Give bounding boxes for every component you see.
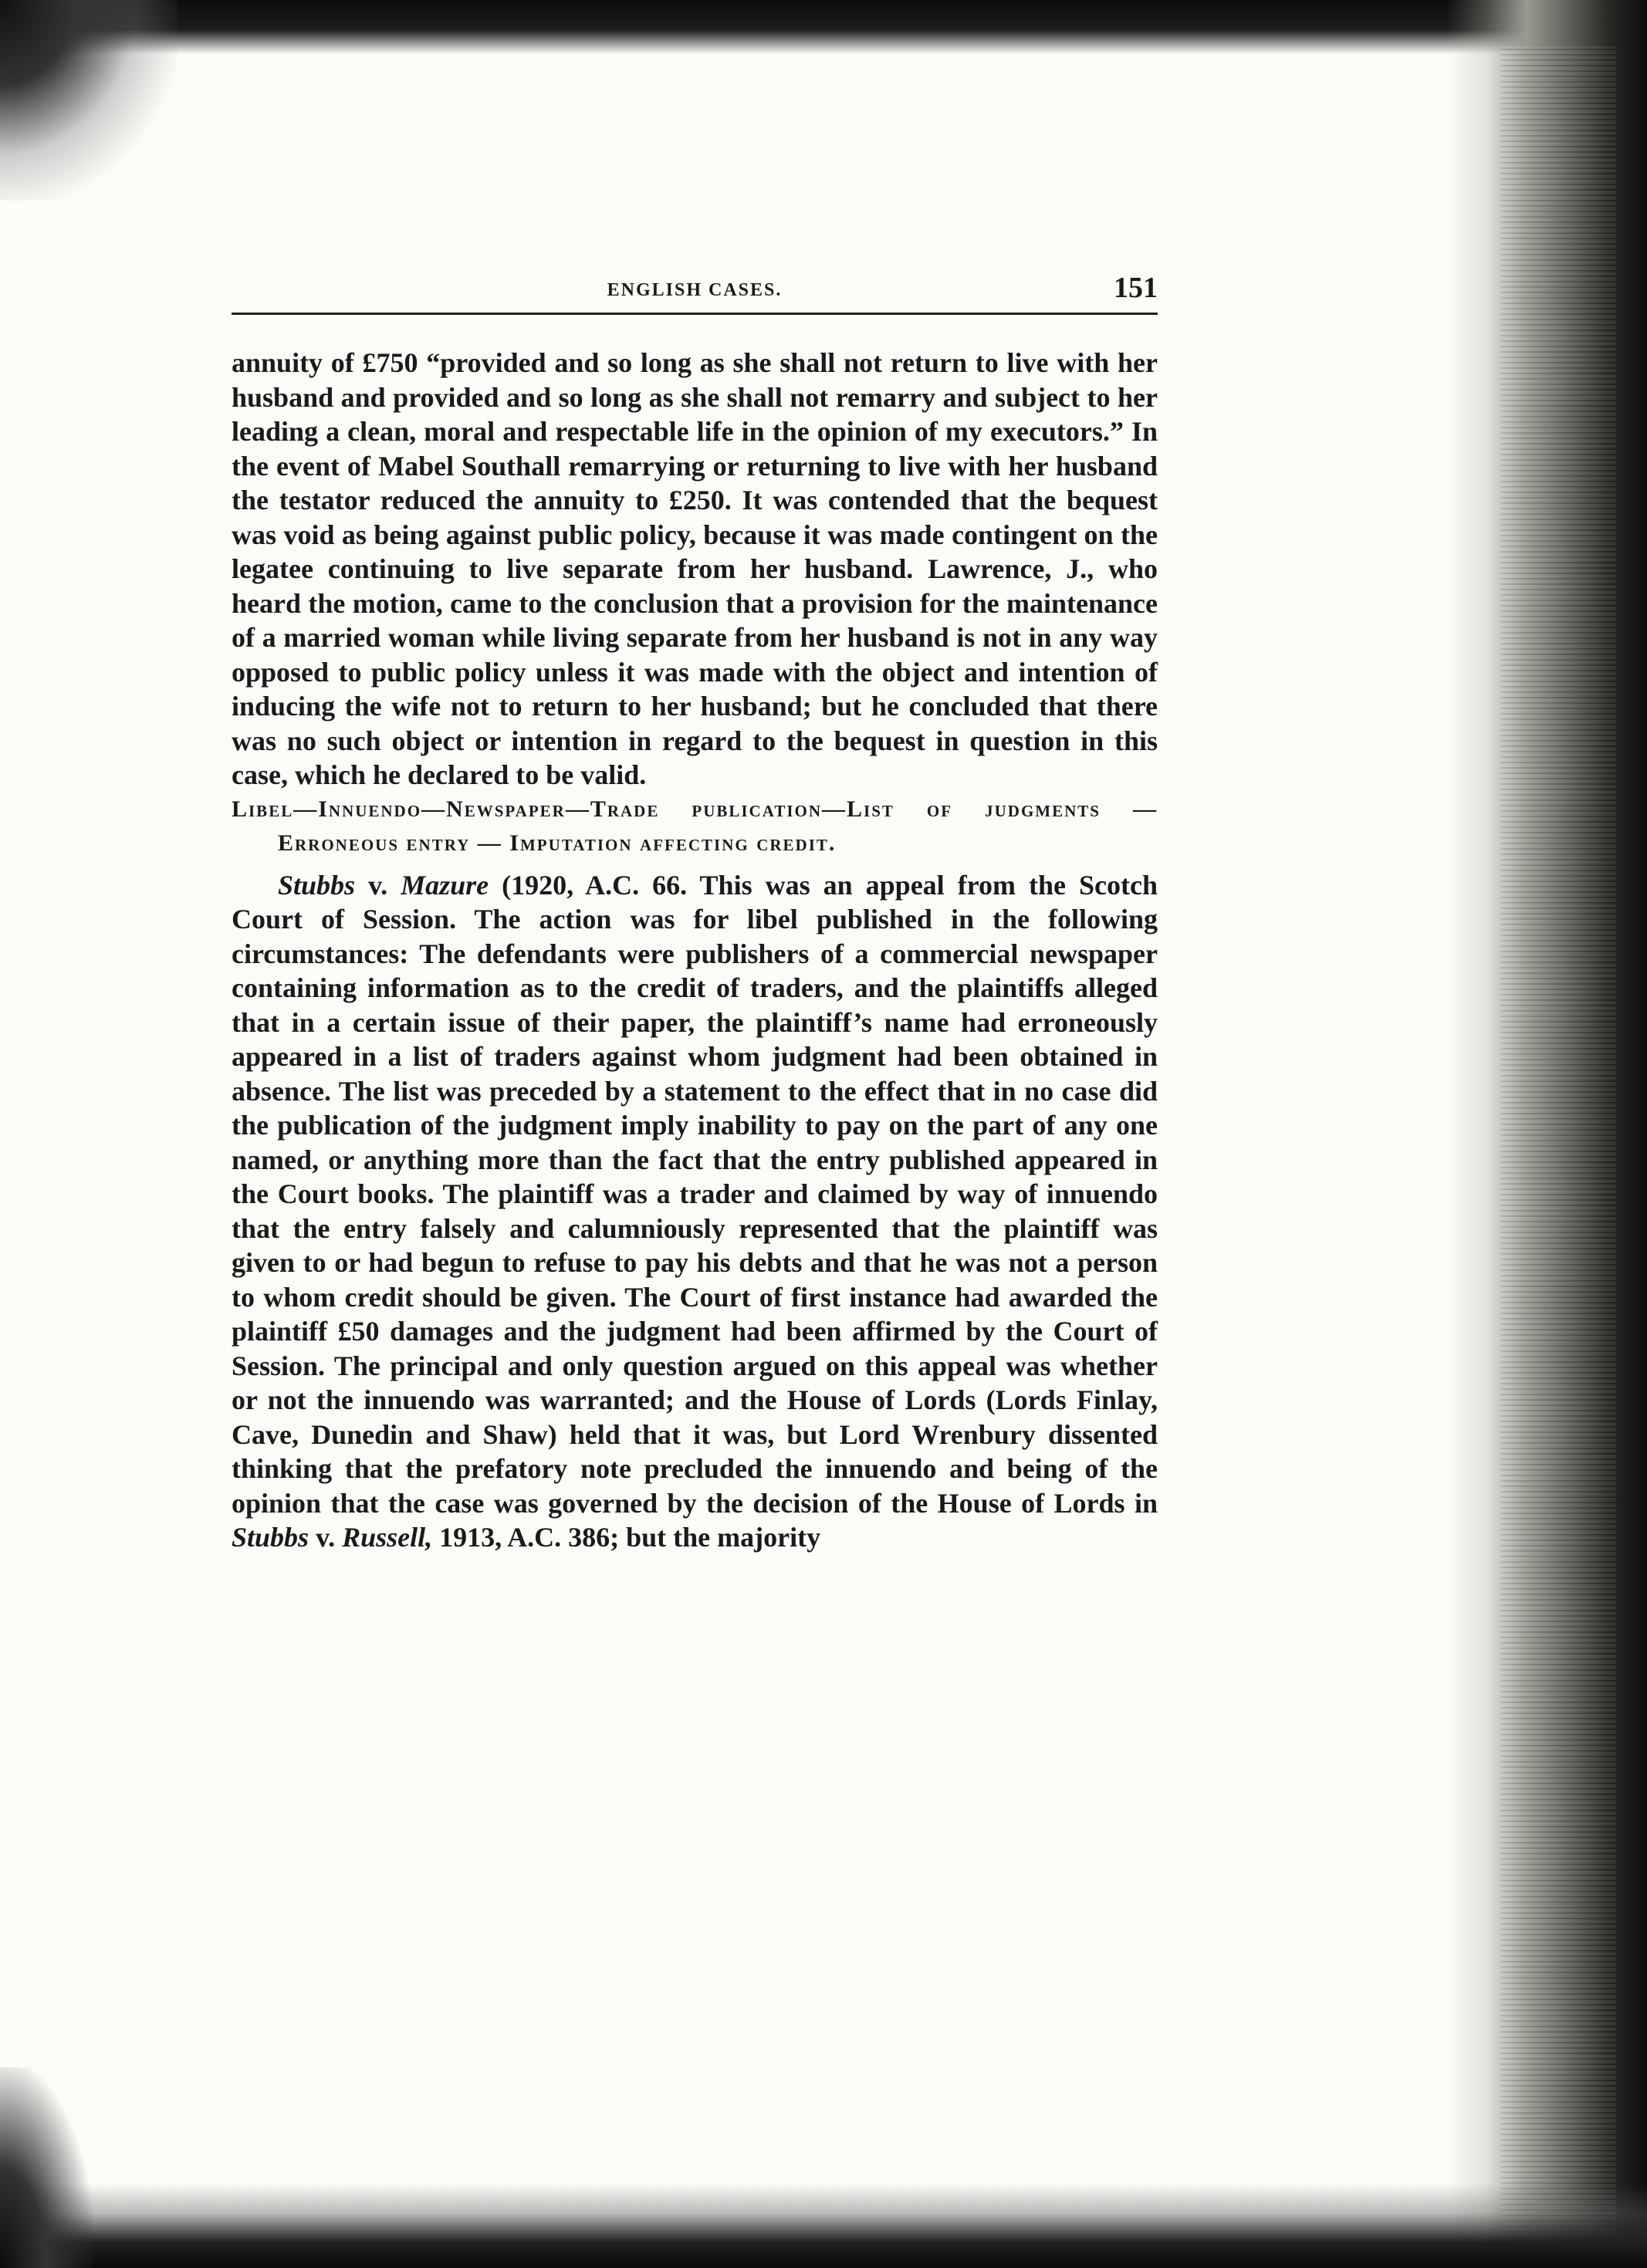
running-head [232,266,1158,315]
paragraph-annuity: annuity of £750 “provided and so long as she shall not return to live with her husband and provided and so long as she shall not remarry and subject to her leading a clean, moral and respectable life in the opinion of my executors.” In the event of Mabel Southall remarrying or returning to live with her husband the testator reduced the annuity to £250. It was contended that the bequest was void as being against public policy, because it was made contingent on the legatee continuing to live separate from her husband. Lawrence, J., who heard the motion, came to the conclusion that a provision for the maintenance of a married woman while living separate from her husband is not in any way opposed to public policy unless it was made with the object and intention of inducing the wife not to return to her husband; but he concluded that there was no such object or intention in regard to the bequest in question in this case, which he declared to be valid. [232,347,1158,790]
page-number: 151 [1114,272,1158,304]
case-name-russell: Russell, [342,1522,433,1553]
case-name-mazure: Mazure [401,869,489,901]
case-name-stubbs-2: Stubbs [232,1522,309,1553]
paragraph-tail-text: 1913, A.C. 386; but the majority [432,1522,821,1553]
scan-corner-top-left [0,0,178,201]
page-body [232,346,1158,1555]
case-name-stubbs: Stubbs [278,869,356,901]
scan-corner-bottom-left [0,2067,93,2268]
heading-spacer [232,860,1158,868]
scan-border-bottom [0,2183,1647,2268]
versus-text-2: v. [309,1522,343,1553]
scan-binding-texture [1500,46,1616,2238]
section-heading-libel: Libel—Innuendo—Newspaper—Trade publication—List of judgments — Erroneous entry — Imputation affecting credit. [232,796,1158,856]
paragraph-stubbs-v-mazure [232,868,1158,1555]
running-title: ENGLISH CASES. [607,280,783,300]
book-page [232,266,1158,1555]
scan-border-top [0,0,1647,54]
versus-text: v. [355,869,401,901]
paragraph-body-text: (1920, A.C. 66. This was an appeal from the Scotch Court of Session. The action was for libel published in the following circumstances: The defendants were publishers of a commercial newspaper containing information as to the credit of traders, and the plaintiffs alleged that in a certain issue of their paper, the plaintiff’s name had erroneously appeared in a list of traders against whom judgment had been obtained in absence. The list was preceded by a statement to the effect that in no case did the publication of the judgment imply inability to pay on the part of any one named, or anything more than the fact that the entry published appeared in the Court books. The plaintiff was a trader and claimed by way of innuendo that the entry falsely and calumniously represented that the plaintiff was given to or had begun to refuse to pay his debts and that he was not a person to whom credit should be given. The Court of first instance had awarded the plaintiff £50 damages and the judgment had been affirmed by the Court of Session. The principal and only question argued on this appeal was whether or not the innuendo was warranted; and the House of Lords (Lords Finlay, Cave, Dunedin and Shaw) held that it was, but Lord Wrenbury dissented thinking that the prefatory note precluded the innuendo and being of the opinion that the case was governed by the decision of the House of Lords in [232,869,1158,1519]
